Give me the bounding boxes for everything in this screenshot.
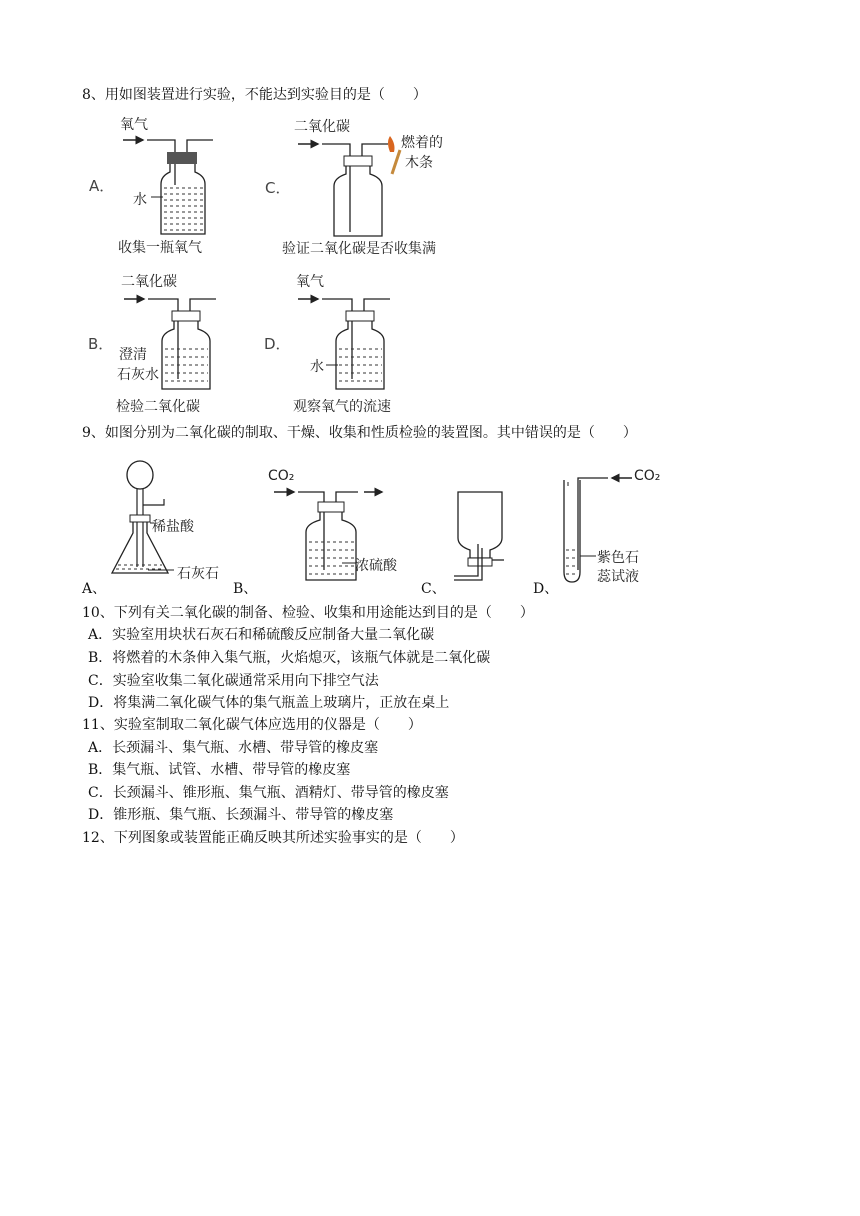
fig-9d-liquid-line1: 紫色石 — [597, 550, 639, 566]
fig-8d-caption: 观察氧气的流速 — [293, 399, 391, 415]
fig-8d-letter: D． — [264, 335, 291, 353]
question-10-option-a: A．实验室用块状石灰石和稀硫酸反应制备大量二氧化碳 — [88, 627, 435, 643]
question-11-option-a: A．长颈漏斗、集气瓶、水槽、带导管的橡皮塞 — [88, 740, 379, 756]
fig-8d-bottle-diagram — [290, 287, 400, 392]
fig-8c-stick-line2: 木条 — [405, 155, 433, 171]
fig-8a-gas-label: 氧气 — [120, 117, 148, 133]
question-9-stem: 9、如图分别为二氧化碳的制取、干燥、收集和性质检验的装置图。其中错误的是（ ） — [82, 425, 637, 441]
fig-9d-liquid-line2: 蕊试液 — [597, 569, 639, 585]
question-10-option-c: C．实验室收集二氧化碳通常采用向下排空气法 — [88, 673, 379, 689]
fig-9c-inverted-bottle — [450, 488, 530, 583]
fig-8b-liquid-line1: 澄清 — [119, 347, 147, 363]
question-11-option-b: B．集气瓶、试管、水槽、带导管的橡皮塞 — [88, 762, 351, 778]
question-10-option-d: D．将集满二氧化碳气体的集气瓶盖上玻璃片，正放在桌上 — [88, 695, 450, 711]
fig-8a-caption: 收集一瓶氧气 — [118, 240, 202, 256]
question-8-stem: 8、用如图装置进行实验，不能达到实验目的是（ ） — [82, 87, 427, 103]
fig-9a-solid-label: 石灰石 — [177, 566, 219, 582]
question-11-stem: 11、实验室制取二氧化碳气体应选用的仪器是（ ） — [82, 717, 422, 733]
fig-8c-stick-line1: 燃着的 — [401, 135, 443, 151]
fig-9b-letter: B、 — [233, 581, 258, 597]
fig-8a-liquid-label: 水 — [133, 192, 147, 208]
fig-8c-gas-label: 二氧化碳 — [294, 119, 350, 135]
fig-8b-letter: B． — [88, 335, 114, 353]
question-10-option-b: B．将燃着的木条伸入集气瓶，火焰熄灭，该瓶气体就是二氧化碳 — [88, 650, 491, 666]
fig-9d-letter: D、 — [533, 581, 559, 597]
question-10-stem: 10、下列有关二氧化碳的制备、检验、收集和用途能达到目的是（ ） — [82, 605, 534, 621]
fig-8b-gas-label: 二氧化碳 — [121, 274, 177, 290]
fig-9a-acid-label: 稀盐酸 — [152, 519, 194, 535]
fig-8a-letter: A． — [89, 177, 115, 195]
fig-9a-letter: A、 — [82, 581, 107, 597]
fig-8b-bottle-diagram — [116, 287, 226, 392]
fig-8b-caption: 检验二氧化碳 — [116, 399, 200, 415]
question-12-stem: 12、下列图象或装置能正确反映其所述实验事实的是（ ） — [82, 830, 464, 846]
fig-9b-liquid-label: 浓硫酸 — [355, 558, 397, 574]
fig-8c-bottle-diagram — [290, 132, 410, 237]
fig-8c-letter: C． — [265, 179, 291, 197]
question-11-option-c: C．长颈漏斗、锥形瓶、集气瓶、酒精灯、带导管的橡皮塞 — [88, 785, 449, 801]
fig-9d-gas-label: CO₂ — [634, 468, 661, 484]
fig-9b-drying-bottle — [270, 480, 390, 585]
fig-9c-letter: C、 — [421, 581, 446, 597]
question-11-option-d: D．锥形瓶、集气瓶、长颈漏斗、带导管的橡皮塞 — [88, 807, 394, 823]
fig-9b-gas-label: CO₂ — [268, 468, 295, 484]
fig-8d-gas-label: 氧气 — [296, 274, 324, 290]
fig-8b-liquid-line2: 石灰水 — [117, 367, 159, 383]
fig-8d-liquid-label: 水 — [310, 359, 324, 375]
fig-9d-test-tube — [556, 472, 636, 587]
fig-8a-bottle-diagram — [115, 130, 225, 235]
fig-8c-caption: 验证二氧化碳是否收集满 — [282, 241, 436, 257]
